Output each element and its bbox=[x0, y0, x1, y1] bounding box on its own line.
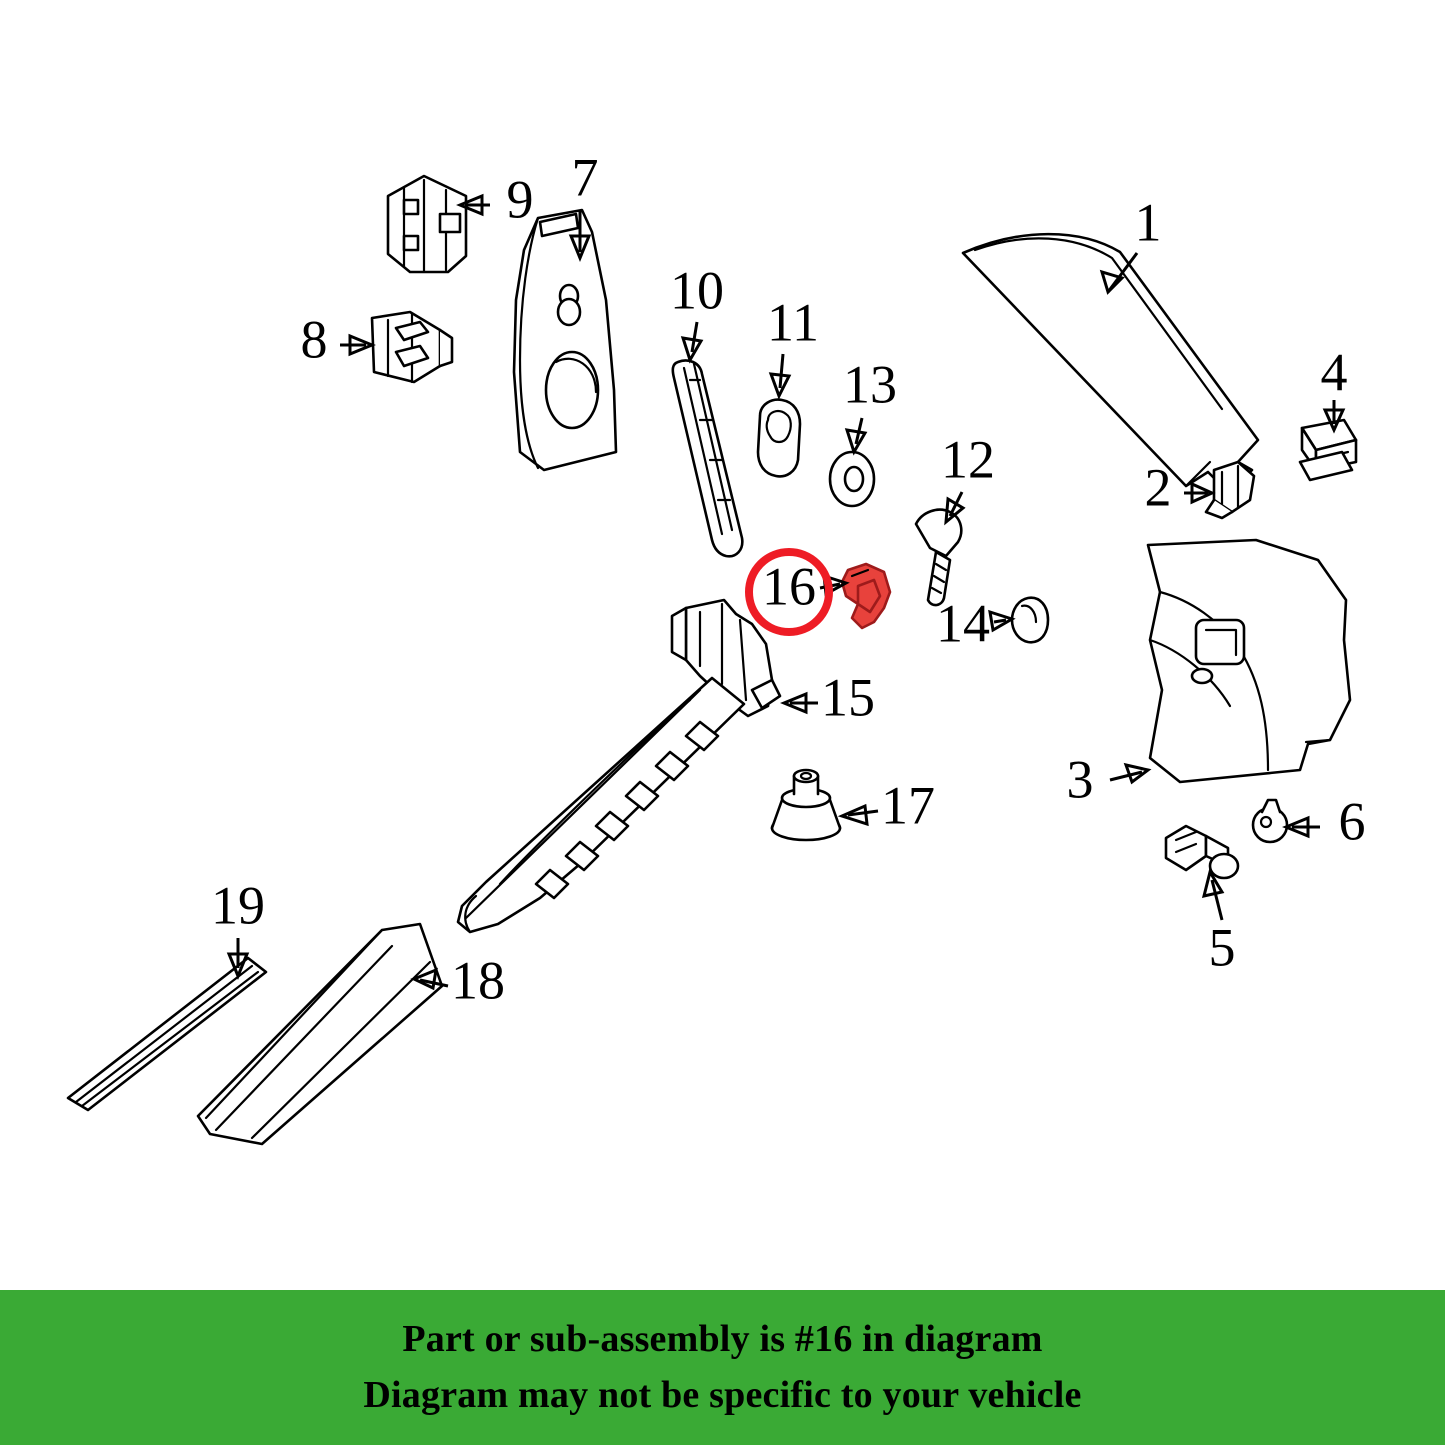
lead-2 bbox=[1184, 484, 1212, 502]
part-3-quarter-trim-panel bbox=[1148, 540, 1350, 782]
part-5-push-fastener bbox=[1166, 826, 1238, 878]
part-14-oval-plug bbox=[1012, 598, 1048, 643]
part-11-cover-cap bbox=[758, 400, 800, 477]
callout-label-9: 9 bbox=[506, 169, 534, 230]
callout-label-7: 7 bbox=[571, 147, 599, 208]
callout-label-12: 12 bbox=[941, 429, 995, 490]
callout-label-11: 11 bbox=[767, 292, 819, 353]
lead-11 bbox=[771, 354, 789, 396]
callout-label-13: 13 bbox=[843, 354, 897, 415]
lead-13 bbox=[847, 418, 865, 452]
part-6-round-cap bbox=[1253, 800, 1287, 842]
callout-label-2: 2 bbox=[1144, 457, 1172, 518]
callout-label-16: 16 bbox=[762, 556, 816, 617]
lead-5 bbox=[1204, 872, 1222, 920]
footer-banner bbox=[0, 1290, 1445, 1445]
callout-label-15: 15 bbox=[821, 667, 875, 728]
lead-17 bbox=[842, 806, 878, 824]
callout-label-3: 3 bbox=[1066, 749, 1094, 810]
part-17-grommet-nut bbox=[772, 770, 840, 840]
lead-10 bbox=[683, 322, 701, 360]
callout-label-4: 4 bbox=[1320, 342, 1348, 403]
callout-label-1: 1 bbox=[1134, 192, 1162, 253]
callout-label-6: 6 bbox=[1338, 791, 1366, 852]
part-9-hinge-bracket bbox=[388, 176, 466, 272]
part-12-screw bbox=[916, 510, 961, 605]
footer-line-1: Part or sub-assembly is #16 in diagram bbox=[402, 1318, 1043, 1361]
part-16-retaining-clip-highlighted bbox=[842, 564, 890, 628]
part-7-b-pillar-upper-trim bbox=[514, 210, 616, 470]
lead-3 bbox=[1110, 765, 1148, 782]
part-13-washer bbox=[830, 452, 874, 506]
lead-8 bbox=[340, 336, 372, 354]
lead-14 bbox=[990, 612, 1012, 630]
callout-label-10: 10 bbox=[670, 260, 724, 321]
callout-label-14: 14 bbox=[936, 593, 990, 654]
lead-6 bbox=[1286, 818, 1320, 836]
footer-line-2: Diagram may not be specific to your vehicle bbox=[363, 1373, 1082, 1416]
callout-label-5: 5 bbox=[1208, 917, 1236, 978]
part-18-door-sill-plate bbox=[198, 924, 442, 1144]
part-15-b-pillar-lower-trim bbox=[458, 600, 780, 932]
part-1-a-pillar-trim bbox=[963, 234, 1258, 492]
part-2-retainer-clip bbox=[1206, 462, 1254, 518]
callout-label-18: 18 bbox=[451, 950, 505, 1011]
callout-label-19: 19 bbox=[211, 875, 265, 936]
part-8-bracket-clip bbox=[372, 312, 452, 382]
part-4-square-clip bbox=[1300, 420, 1356, 480]
callout-label-17: 17 bbox=[881, 775, 935, 836]
part-10-weatherstrip bbox=[673, 361, 743, 557]
lead-15 bbox=[784, 694, 818, 712]
callout-label-8: 8 bbox=[300, 309, 328, 370]
